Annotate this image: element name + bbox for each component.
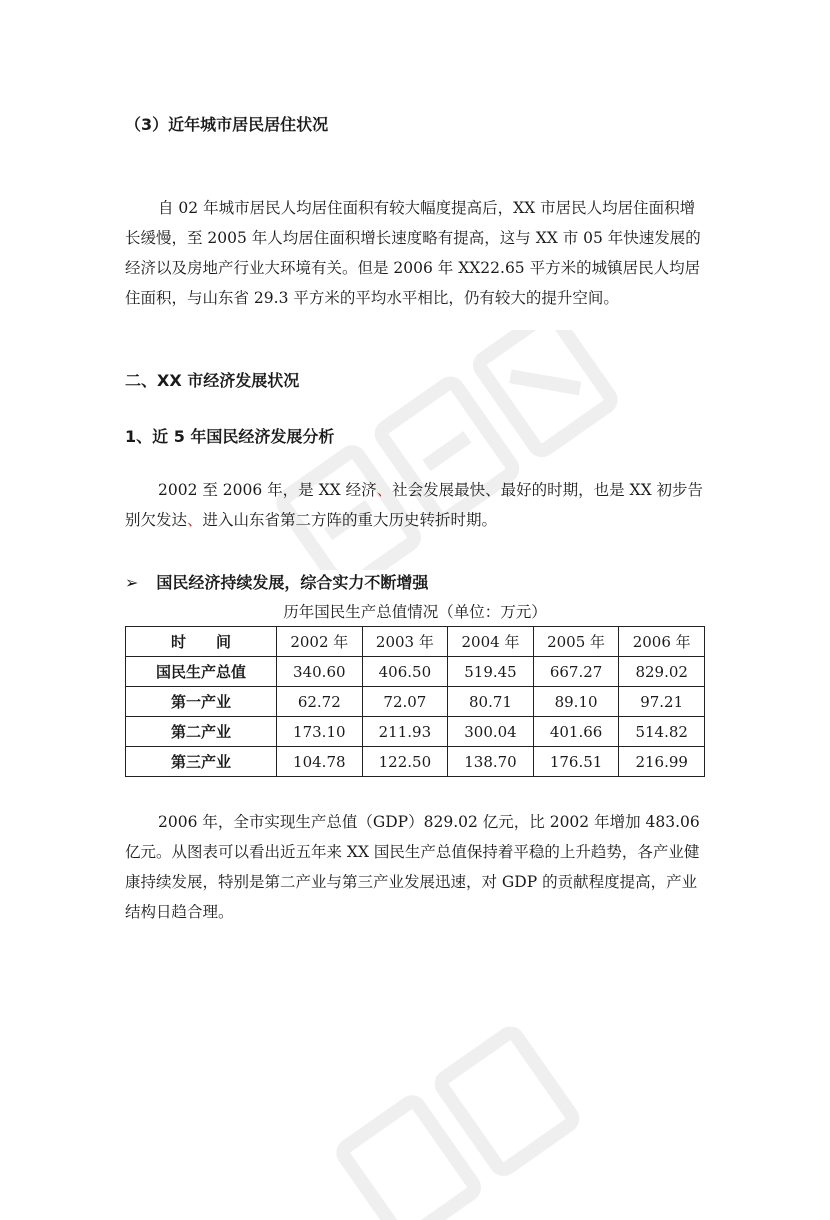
- red-comma-1: 、: [376, 481, 393, 499]
- year-header: 2003 年: [362, 627, 448, 657]
- table-cell: 72.07: [362, 687, 448, 717]
- table-cell: 138.70: [448, 747, 534, 777]
- watermark-logo-bottom: [300, 980, 700, 1220]
- table-cell: 122.50: [362, 747, 448, 777]
- gdp-table: [125, 626, 705, 777]
- table-row: [126, 657, 705, 687]
- table-cell: 667.27: [533, 657, 619, 687]
- year-header: 2004 年: [448, 627, 534, 657]
- housing-paragraph: 自 02 年城市居民人均居住面积有较大幅度提高后，XX 市居民人均居住面积增长缓慢，至 2005 年人均居住面积增长速度略有提高，这与 XX 市 05 年快速发展的经济以及房地产行业大环境有关。但是 2006 年 XX22.65 平方米的城镇居民人均居住面积，与山东省 29.3 平方米的平均水平相比，仍有较大的提升空间。: [125, 199, 701, 307]
- table-cell: 519.45: [448, 657, 534, 687]
- economy-text-a: 2002 至 2006 年，是 XX 经济: [158, 481, 377, 499]
- section-title-economy: 二、XX 市经济发展状况: [125, 371, 300, 390]
- table-cell: 62.72: [277, 687, 363, 717]
- table-row: [126, 747, 705, 777]
- table-cell: 176.51: [533, 747, 619, 777]
- bullet-text: 国民经济持续发展，综合实力不断增强: [156, 573, 429, 592]
- table-header-row: [126, 627, 705, 657]
- table-cell: 406.50: [362, 657, 448, 687]
- gdp-conclusion-paragraph: 2006 年，全市实现生产总值（GDP）829.02 亿元，比 2002 年增加 483.06 亿元。从图表可以看出近五年来 XX 国民生产总值保持着平稳的上升趋势，各产业健康持续发展，特别是第二产业与第三产业发展迅速，对 GDP 的贡献程度提高，产业结构日趋合理。: [125, 813, 700, 921]
- year-header: 2006 年: [619, 627, 705, 657]
- economy-paragraph: [125, 475, 710, 535]
- table-caption: 历年国民生产总值情况（单位：万元）: [283, 603, 547, 621]
- table-cell: 173.10: [277, 717, 363, 747]
- table-cell: 300.04: [448, 717, 534, 747]
- table-cell: 340.60: [277, 657, 363, 687]
- table-cell: 104.78: [277, 747, 363, 777]
- table-cell: 89.10: [533, 687, 619, 717]
- table-cell: 216.99: [619, 747, 705, 777]
- economy-text-c: 进入山东省第二方阵的重大历史转折时期。: [202, 511, 498, 529]
- table-cell: 514.82: [619, 717, 705, 747]
- table-cell: 80.71: [448, 687, 534, 717]
- row-label: 第一产业: [126, 687, 277, 717]
- row-label: 第二产业: [126, 717, 277, 747]
- table-corner-cell: 时 间: [126, 627, 277, 657]
- arrow-bullet-icon: ➢: [125, 573, 139, 592]
- year-header: 2005 年: [533, 627, 619, 657]
- section-title-housing: （3）近年城市居民居住状况: [125, 115, 329, 134]
- table-row: [126, 687, 705, 717]
- table-cell: 97.21: [619, 687, 705, 717]
- table-cell: 829.02: [619, 657, 705, 687]
- row-label: 国民生产总值: [126, 657, 277, 687]
- subsection-title-5yr: 1、近 5 年国民经济发展分析: [125, 427, 335, 446]
- red-comma-2: 、: [187, 511, 203, 529]
- year-header: 2002 年: [277, 627, 363, 657]
- bullet-heading: [125, 570, 428, 593]
- table-row: [126, 717, 705, 747]
- economy-text-b: 社会发展最快、最好的时期，也是 XX 初步告别欠发达: [125, 481, 704, 529]
- table-cell: 211.93: [362, 717, 448, 747]
- row-label: 第三产业: [126, 747, 277, 777]
- table-cell: 401.66: [533, 717, 619, 747]
